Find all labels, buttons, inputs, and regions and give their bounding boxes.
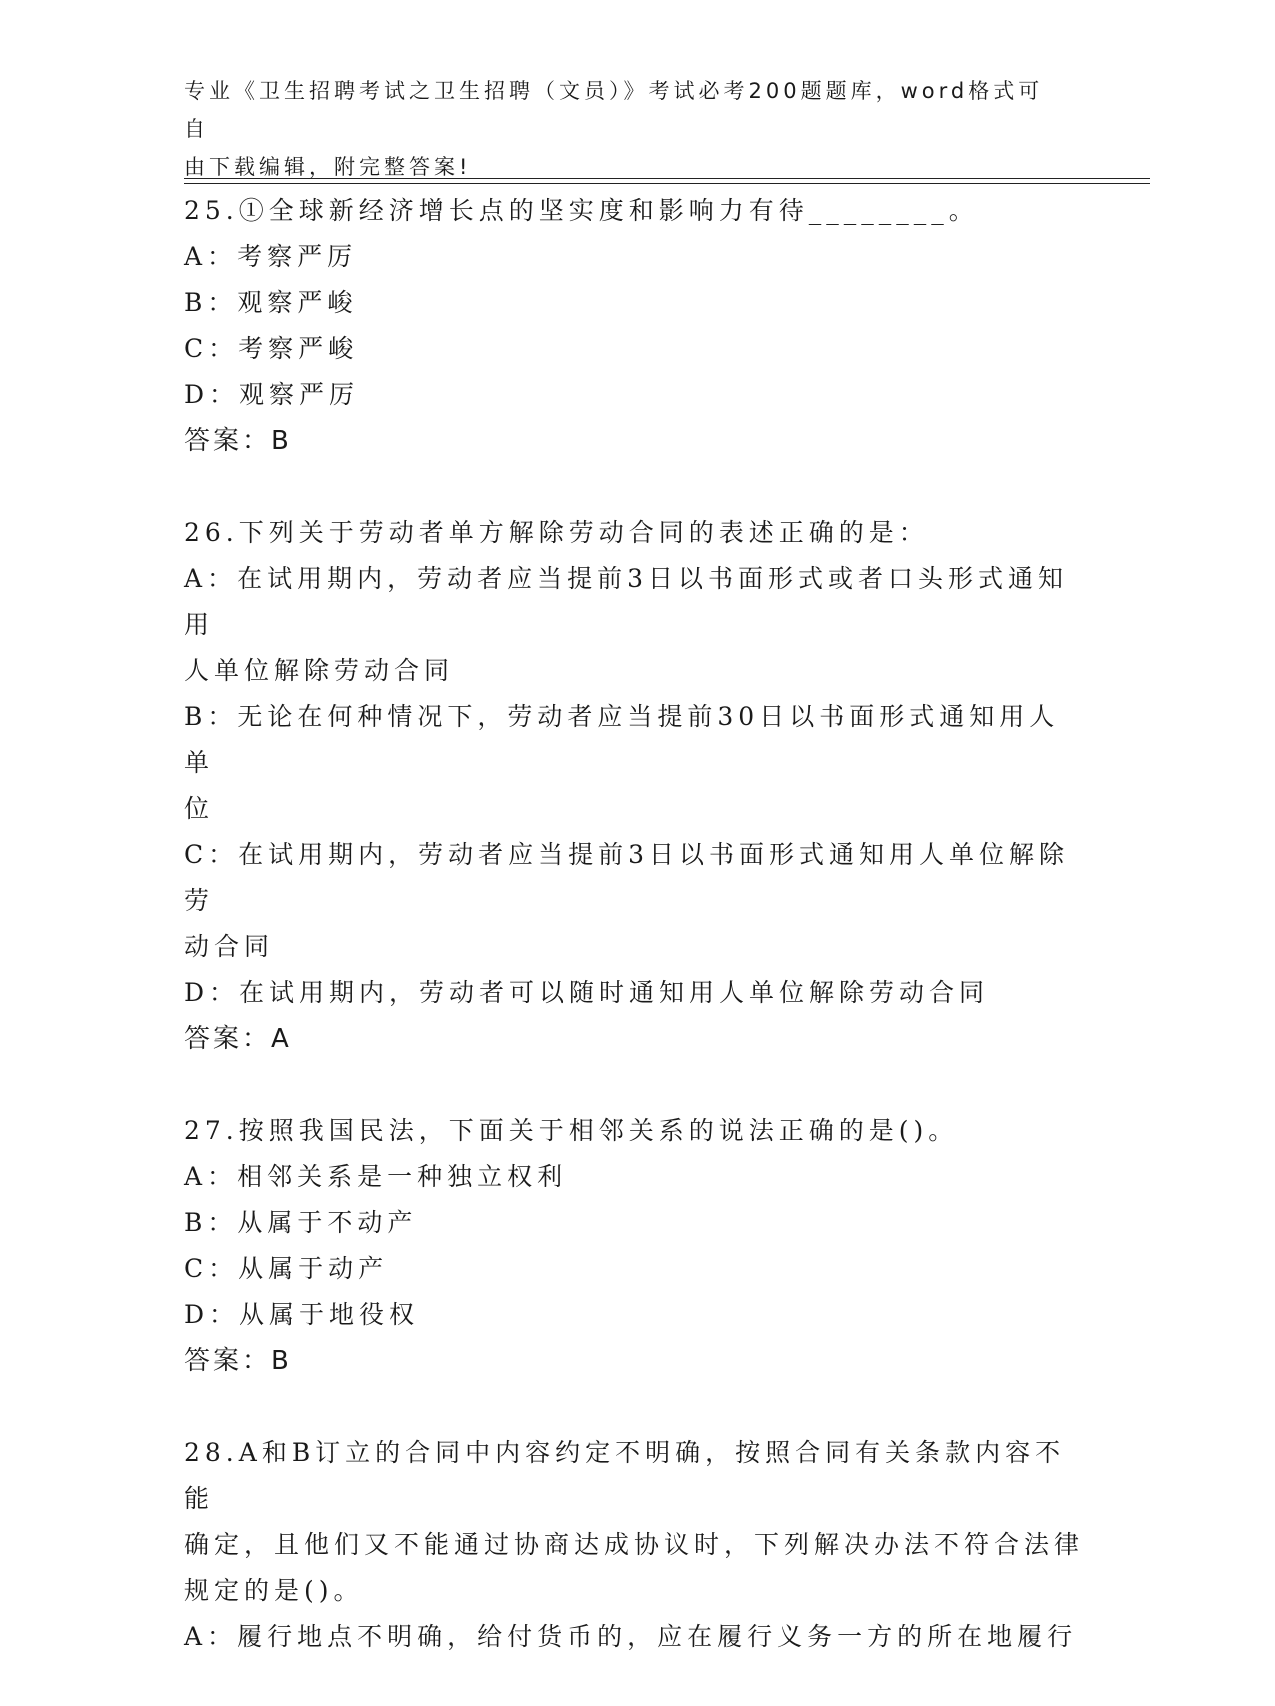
- option-text: 无论在何种情况下，劳动者应当提前30日以书面形式通知用人单: [184, 702, 1060, 777]
- option-letter: C：: [184, 840, 239, 869]
- question-stem-line-3: 规定的是()。: [184, 1576, 364, 1605]
- option-letter: C：: [184, 1254, 239, 1283]
- header-rule-top: [184, 178, 1150, 179]
- option-letter: B：: [184, 1208, 238, 1237]
- option-text: 在试用期内，劳动者应当提前3日以书面形式或者口头形式通知用: [184, 564, 1068, 639]
- option-c: [184, 326, 1084, 372]
- question-stem: 25.①全球新经济增长点的坚实度和影响力有待________。: [184, 196, 979, 225]
- option-c-continued: 动合同: [184, 932, 275, 961]
- option-text: 考察严厉: [237, 242, 358, 271]
- question-27: [184, 1108, 1084, 1384]
- option-b: [184, 694, 1084, 786]
- option-letter: C：: [184, 334, 239, 363]
- header-rule-bottom: [184, 183, 1150, 184]
- question-28: [184, 1430, 1084, 1660]
- header-line-1: 专业《卫生招聘考试之卫生招聘（文员）》考试必考200题题库，word格式可自: [184, 79, 1044, 141]
- option-letter: A：: [184, 1622, 238, 1651]
- option-c: [184, 832, 1084, 924]
- question-stem: 27.按照我国民法，下面关于相邻关系的说法正确的是()。: [184, 1116, 959, 1145]
- option-a: [184, 1154, 1084, 1200]
- question-list: [184, 188, 1084, 1706]
- option-text: 在试用期内，劳动者可以随时通知用人单位解除劳动合同: [239, 978, 990, 1007]
- option-letter: D：: [184, 380, 240, 409]
- question-stem-line-2: 确定，且他们又不能通过协商达成协议时，下列解决办法不符合法律: [184, 1530, 1085, 1559]
- option-d: [184, 372, 1084, 418]
- option-b: [184, 280, 1084, 326]
- option-letter: D：: [184, 1300, 240, 1329]
- option-text: 考察严峻: [238, 334, 359, 363]
- question-stem: 26.下列关于劳动者单方解除劳动合同的表述正确的是：: [184, 518, 929, 547]
- option-text: 从属于不动产: [237, 1208, 418, 1237]
- option-a: [184, 556, 1084, 648]
- answer-line: 答案：B: [184, 1346, 292, 1376]
- option-b-continued: 位: [184, 794, 215, 823]
- option-a-continued: 人单位解除劳动合同: [184, 656, 455, 685]
- option-letter: A：: [184, 564, 238, 593]
- header-line-2: 由下载编辑，附完整答案!: [184, 155, 472, 179]
- option-letter: A：: [184, 1162, 238, 1191]
- option-letter: B：: [184, 288, 238, 317]
- question-stem-line-1: 28.A和B订立的合同中内容约定不明确，按照合同有关条款内容不能: [184, 1438, 1066, 1513]
- option-text: 履行地点不明确，给付货币的，应在履行义务一方的所在地履行: [237, 1622, 1078, 1651]
- option-b: [184, 1200, 1084, 1246]
- question-25: [184, 188, 1084, 464]
- option-letter: B：: [184, 702, 238, 731]
- option-text: 在试用期内，劳动者应当提前3日以书面形式通知用人单位解除劳: [184, 840, 1070, 915]
- document-header: [184, 72, 1064, 186]
- option-text: 从属于地役权: [239, 1300, 420, 1329]
- option-a: [184, 234, 1084, 280]
- option-a: [184, 1614, 1084, 1660]
- question-26: [184, 510, 1084, 1062]
- option-text: 观察严峻: [237, 288, 358, 317]
- option-text: 相邻关系是一种独立权利: [237, 1162, 568, 1191]
- option-d: [184, 1292, 1084, 1338]
- option-text: 观察严厉: [239, 380, 360, 409]
- answer-line: 答案：A: [184, 1024, 292, 1054]
- option-c: [184, 1246, 1084, 1292]
- option-letter: D：: [184, 978, 240, 1007]
- option-text: 从属于动产: [238, 1254, 389, 1283]
- option-d: [184, 970, 1084, 1016]
- answer-line: 答案：B: [184, 426, 292, 456]
- option-letter: A：: [184, 242, 238, 271]
